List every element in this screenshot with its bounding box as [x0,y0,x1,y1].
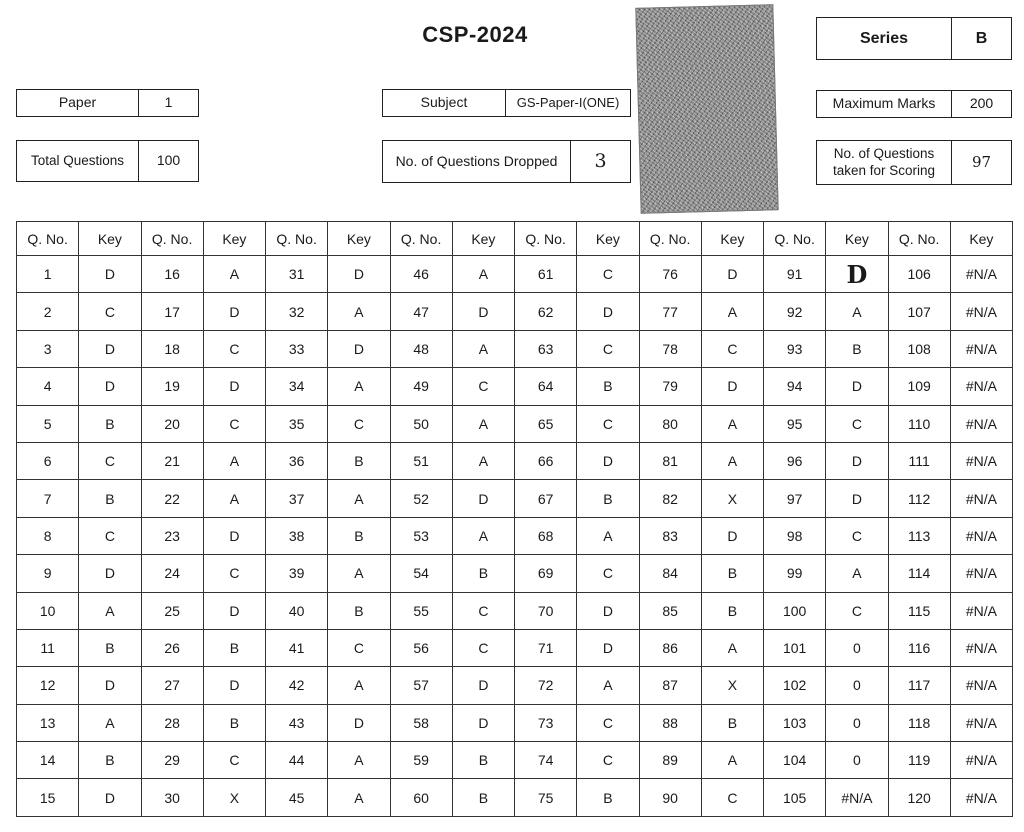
answer-key-cell: X [701,667,763,704]
answer-key-cell: #N/A [826,779,888,817]
column-header-qno: Q. No. [764,222,826,256]
answer-key-cell: C [328,629,390,666]
question-number-cell: 67 [515,480,577,517]
question-number-cell: 99 [764,555,826,592]
column-header-key: Key [203,222,265,256]
question-number-cell: 73 [515,704,577,741]
column-header-key: Key [452,222,514,256]
answer-key-cell: D [452,293,514,330]
questions-scoring-label: No. of Questions taken for Scoring [832,145,936,178]
answer-key-cell: #N/A [950,779,1012,817]
answer-key-cell: C [577,704,639,741]
answer-key-cell: A [203,480,265,517]
question-number-cell: 52 [390,480,452,517]
answer-key-cell: B [452,555,514,592]
question-number-cell: 48 [390,330,452,367]
answer-key-cell: D [701,517,763,554]
answer-key-cell: C [328,405,390,442]
question-number-cell: 49 [390,368,452,405]
answer-key-cell: A [452,256,514,293]
table-row [17,293,1013,330]
question-number-cell: 91 [764,256,826,293]
answer-key-cell: A [452,442,514,479]
question-number-cell: 8 [17,517,79,554]
question-number-cell: 94 [764,368,826,405]
question-number-cell: 16 [141,256,203,293]
question-number-cell: 114 [888,555,950,592]
page-title: CSP-2024 [422,22,528,47]
question-number-cell: 21 [141,442,203,479]
answer-key-cell: B [79,742,141,779]
answer-key-cell: #N/A [950,330,1012,367]
question-number-cell: 106 [888,256,950,293]
answer-key-table [16,221,1013,817]
question-number-cell: 5 [17,405,79,442]
answer-key-cell: C [577,405,639,442]
answer-key-cell: C [79,293,141,330]
question-number-cell: 4 [17,368,79,405]
table-row [17,629,1013,666]
question-number-cell: 7 [17,480,79,517]
answer-key-cell: #N/A [950,704,1012,741]
column-header-key: Key [950,222,1012,256]
answer-key-cell: D [328,330,390,367]
answer-key-cell: A [826,293,888,330]
answer-key-cell: D [79,330,141,367]
answer-key-cell: A [701,293,763,330]
table-row [17,368,1013,405]
column-header-key: Key [577,222,639,256]
answer-key-cell: B [577,368,639,405]
answer-key-cell: A [328,555,390,592]
total-questions-box [16,140,199,182]
paper-label: Paper [58,94,97,111]
answer-key-cell: A [826,555,888,592]
answer-key-cell: D [79,667,141,704]
question-number-cell: 80 [639,405,701,442]
question-number-cell: 17 [141,293,203,330]
answer-key-cell: B [328,442,390,479]
question-number-cell: 85 [639,592,701,629]
question-number-cell: 62 [515,293,577,330]
column-header-qno: Q. No. [639,222,701,256]
question-number-cell: 74 [515,742,577,779]
question-number-cell: 55 [390,592,452,629]
answer-key-cell: D [328,256,390,293]
question-number-cell: 76 [639,256,701,293]
question-number-cell: 25 [141,592,203,629]
answer-key-cell: A [79,592,141,629]
question-number-cell: 6 [17,442,79,479]
answer-key-cell: D [328,704,390,741]
question-number-cell: 90 [639,779,701,817]
question-number-cell: 77 [639,293,701,330]
question-number-cell: 69 [515,555,577,592]
question-number-cell: 68 [515,517,577,554]
answer-key-cell: B [701,555,763,592]
question-number-cell: 19 [141,368,203,405]
question-number-cell: 31 [266,256,328,293]
question-number-cell: 42 [266,667,328,704]
answer-key-cell: D [826,256,888,293]
table-row [17,405,1013,442]
answer-key-cell: A [328,667,390,704]
maximum-marks-box [816,90,1012,118]
answer-key-cell: 0 [826,704,888,741]
answer-key-cell: D [826,368,888,405]
question-number-cell: 34 [266,368,328,405]
subject-box [382,89,631,117]
answer-key-cell: B [577,480,639,517]
question-number-cell: 63 [515,330,577,367]
answer-key-cell: #N/A [950,667,1012,704]
answer-key-cell: D [79,368,141,405]
question-number-cell: 3 [17,330,79,367]
table-row [17,517,1013,554]
question-number-cell: 118 [888,704,950,741]
question-number-cell: 14 [17,742,79,779]
question-number-cell: 95 [764,405,826,442]
question-number-cell: 75 [515,779,577,817]
answer-key-cell: A [577,517,639,554]
question-number-cell: 108 [888,330,950,367]
answer-key-cell: C [701,779,763,817]
question-number-cell: 35 [266,405,328,442]
answer-key-cell: A [328,480,390,517]
subject-label: Subject [420,94,468,111]
answer-key-cell: B [79,405,141,442]
answer-key-cell: D [203,368,265,405]
maximum-marks-value: 200 [951,91,1011,117]
question-number-cell: 116 [888,629,950,666]
question-number-cell: 58 [390,704,452,741]
answer-key-cell: 0 [826,742,888,779]
questions-scoring-box [816,140,1012,185]
question-number-cell: 50 [390,405,452,442]
answer-key-cell: #N/A [950,555,1012,592]
question-number-cell: 105 [764,779,826,817]
question-number-cell: 30 [141,779,203,817]
question-number-cell: 15 [17,779,79,817]
question-number-cell: 56 [390,629,452,666]
column-header-key: Key [79,222,141,256]
question-number-cell: 36 [266,442,328,479]
table-row [17,442,1013,479]
question-number-cell: 40 [266,592,328,629]
question-number-cell: 82 [639,480,701,517]
series-value: B [951,18,1011,59]
answer-key-cell: A [577,667,639,704]
answer-key-cell: 0 [826,667,888,704]
answer-key-cell: C [203,405,265,442]
answer-key-cell: C [79,517,141,554]
answer-key-cell: D [577,442,639,479]
question-number-cell: 60 [390,779,452,817]
answer-key-cell: #N/A [950,293,1012,330]
question-number-cell: 78 [639,330,701,367]
table-row [17,330,1013,367]
question-number-cell: 61 [515,256,577,293]
question-number-cell: 103 [764,704,826,741]
answer-key-cell: B [452,779,514,817]
question-number-cell: 104 [764,742,826,779]
answer-key-cell: D [203,592,265,629]
table-row [17,256,1013,293]
question-number-cell: 33 [266,330,328,367]
answer-key-cell: X [203,779,265,817]
question-number-cell: 65 [515,405,577,442]
answer-key-cell: A [701,405,763,442]
answer-key-cell: B [79,629,141,666]
column-header-qno: Q. No. [888,222,950,256]
answer-key-cell: B [701,704,763,741]
question-number-cell: 89 [639,742,701,779]
answer-key-cell: B [203,704,265,741]
answer-key-cell: A [328,293,390,330]
answer-key-cell: A [328,779,390,817]
question-number-cell: 87 [639,667,701,704]
question-number-cell: 24 [141,555,203,592]
answer-key-cell: A [701,629,763,666]
table-row [17,742,1013,779]
answer-key-cell: C [452,368,514,405]
question-number-cell: 45 [266,779,328,817]
question-number-cell: 100 [764,592,826,629]
table-row [17,667,1013,704]
column-header-key: Key [826,222,888,256]
question-number-cell: 115 [888,592,950,629]
answer-key-cell: D [203,667,265,704]
question-number-cell: 43 [266,704,328,741]
question-number-cell: 9 [17,555,79,592]
answer-key-cell: B [577,779,639,817]
questions-dropped-label: No. of Questions Dropped [395,152,558,169]
question-number-cell: 92 [764,293,826,330]
questions-scoring-value: 97 [951,141,1011,184]
answer-key-cell: D [203,517,265,554]
table-row [17,480,1013,517]
question-number-cell: 2 [17,293,79,330]
question-number-cell: 102 [764,667,826,704]
answer-key-cell: C [203,330,265,367]
answer-key-cell: D [826,480,888,517]
question-number-cell: 71 [515,629,577,666]
question-number-cell: 83 [639,517,701,554]
question-number-cell: 41 [266,629,328,666]
subject-value: GS-Paper-I(ONE) [505,90,630,116]
question-number-cell: 109 [888,368,950,405]
answer-key-cell: C [79,442,141,479]
question-number-cell: 101 [764,629,826,666]
answer-key-cell: #N/A [950,368,1012,405]
question-number-cell: 32 [266,293,328,330]
question-number-cell: 1 [17,256,79,293]
answer-key-cell: X [701,480,763,517]
answer-key-cell: C [577,330,639,367]
answer-key-cell: C [577,742,639,779]
answer-key-cell: C [826,592,888,629]
question-number-cell: 72 [515,667,577,704]
answer-key-cell: D [452,667,514,704]
question-number-cell: 66 [515,442,577,479]
answer-key-cell: A [452,330,514,367]
series-box [816,17,1012,60]
question-number-cell: 44 [266,742,328,779]
question-number-cell: 13 [17,704,79,741]
column-header-qno: Q. No. [515,222,577,256]
answer-key-cell: D [577,592,639,629]
answer-key-cell: A [328,368,390,405]
question-number-cell: 59 [390,742,452,779]
answer-key-cell: C [452,592,514,629]
answer-key-cell: D [452,480,514,517]
question-number-cell: 97 [764,480,826,517]
question-number-cell: 88 [639,704,701,741]
answer-key-cell: #N/A [950,517,1012,554]
column-header-qno: Q. No. [390,222,452,256]
question-number-cell: 18 [141,330,203,367]
question-number-cell: 64 [515,368,577,405]
question-number-cell: 22 [141,480,203,517]
question-number-cell: 29 [141,742,203,779]
answer-key-cell: C [577,555,639,592]
question-number-cell: 84 [639,555,701,592]
answer-key-cell: A [79,704,141,741]
question-number-cell: 57 [390,667,452,704]
redacted-stamp [635,4,778,214]
answer-key-cell: B [328,592,390,629]
table-row [17,555,1013,592]
question-number-cell: 81 [639,442,701,479]
answer-key-cell: A [701,742,763,779]
question-number-cell: 70 [515,592,577,629]
answer-key-cell: B [701,592,763,629]
question-number-cell: 79 [639,368,701,405]
question-number-cell: 98 [764,517,826,554]
question-number-cell: 27 [141,667,203,704]
answer-key-cell: A [203,256,265,293]
question-number-cell: 96 [764,442,826,479]
total-questions-label: Total Questions [30,152,125,168]
answer-key-cell: C [452,629,514,666]
question-number-cell: 51 [390,442,452,479]
answer-key-cell: B [452,742,514,779]
answer-key-cell: B [328,517,390,554]
answer-key-cell: C [701,330,763,367]
answer-key-cell: D [452,704,514,741]
question-number-cell: 111 [888,442,950,479]
answer-key-cell: A [452,405,514,442]
table-header-row [17,222,1013,256]
question-number-cell: 120 [888,779,950,817]
maximum-marks-label: Maximum Marks [832,95,936,112]
question-number-cell: 93 [764,330,826,367]
question-number-cell: 46 [390,256,452,293]
question-number-cell: 107 [888,293,950,330]
answer-key-cell: D [701,256,763,293]
answer-key-cell: A [328,742,390,779]
answer-key-cell: D [203,293,265,330]
paper-value: 1 [138,90,198,116]
answer-key-cell: B [79,480,141,517]
question-number-cell: 11 [17,629,79,666]
column-header-qno: Q. No. [17,222,79,256]
answer-key-cell: A [701,442,763,479]
answer-key-cell: D [79,555,141,592]
answer-key-cell: #N/A [950,742,1012,779]
column-header-key: Key [328,222,390,256]
question-number-cell: 86 [639,629,701,666]
answer-key-cell: D [826,442,888,479]
column-header-qno: Q. No. [141,222,203,256]
total-questions-value: 100 [138,141,198,181]
question-number-cell: 47 [390,293,452,330]
answer-key-cell: #N/A [950,256,1012,293]
answer-key-cell: C [826,405,888,442]
answer-key-cell: A [452,517,514,554]
question-number-cell: 112 [888,480,950,517]
questions-dropped-value: 3 [570,141,630,182]
question-number-cell: 12 [17,667,79,704]
answer-key-cell: A [203,442,265,479]
column-header-qno: Q. No. [266,222,328,256]
question-number-cell: 54 [390,555,452,592]
table-row [17,592,1013,629]
answer-key-cell: D [577,629,639,666]
question-number-cell: 39 [266,555,328,592]
column-header-key: Key [701,222,763,256]
answer-key-cell: D [79,256,141,293]
answer-key-cell: 0 [826,629,888,666]
paper-box [16,89,199,117]
series-label: Series [859,29,909,47]
question-number-cell: 28 [141,704,203,741]
question-number-cell: 53 [390,517,452,554]
question-number-cell: 117 [888,667,950,704]
answer-key-cell: C [203,555,265,592]
answer-key-cell: D [79,779,141,817]
answer-key-cell: #N/A [950,480,1012,517]
question-number-cell: 110 [888,405,950,442]
table-row [17,779,1013,817]
answer-key-cell: #N/A [950,629,1012,666]
question-number-cell: 26 [141,629,203,666]
answer-key-cell: C [203,742,265,779]
answer-key-cell: #N/A [950,592,1012,629]
question-number-cell: 113 [888,517,950,554]
question-number-cell: 23 [141,517,203,554]
question-number-cell: 10 [17,592,79,629]
answer-key-cell: D [701,368,763,405]
answer-key-cell: B [826,330,888,367]
answer-key-cell: D [577,293,639,330]
questions-dropped-box [382,140,631,183]
question-number-cell: 20 [141,405,203,442]
table-row [17,704,1013,741]
question-number-cell: 38 [266,517,328,554]
question-number-cell: 119 [888,742,950,779]
answer-key-cell: C [826,517,888,554]
answer-key-cell: #N/A [950,442,1012,479]
answer-key-cell: #N/A [950,405,1012,442]
answer-key-cell: C [577,256,639,293]
question-number-cell: 37 [266,480,328,517]
answer-key-cell: B [203,629,265,666]
